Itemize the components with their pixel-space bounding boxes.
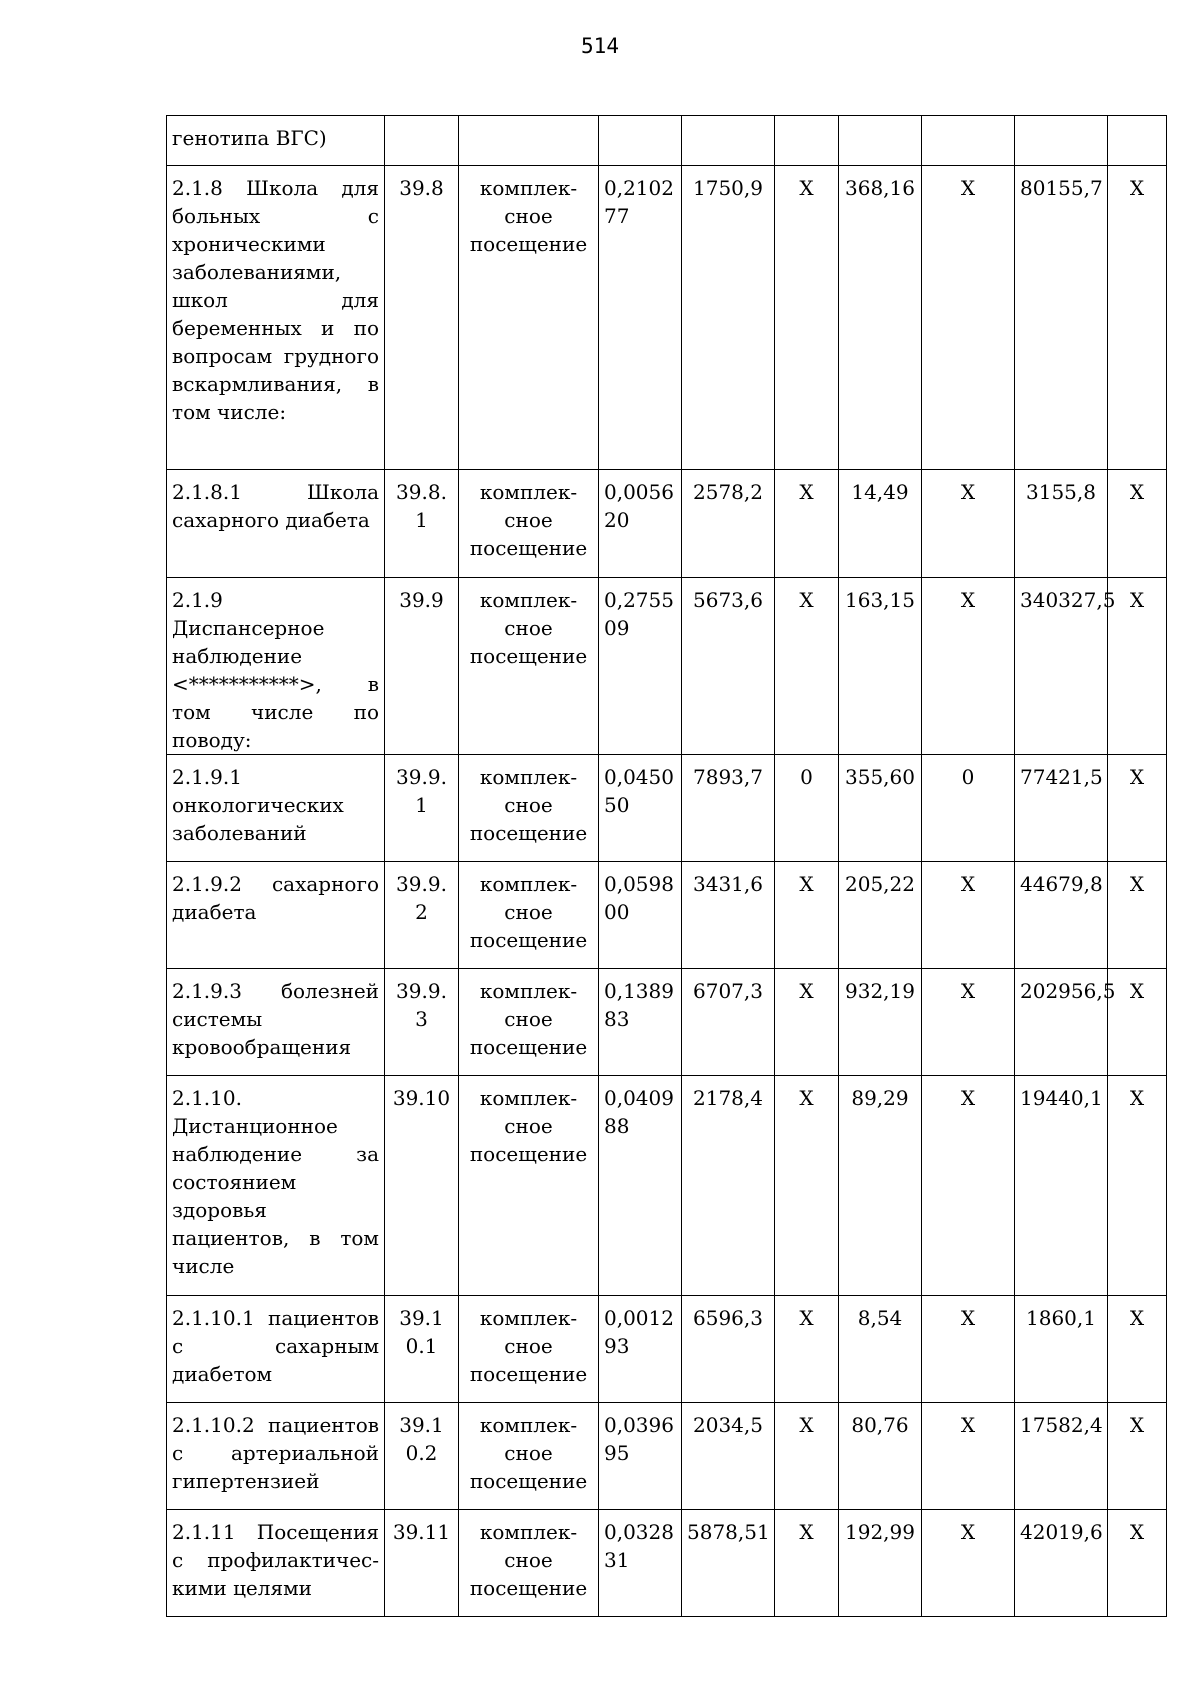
page-number: 514 xyxy=(581,34,619,58)
row-value-1: 0,210277 xyxy=(599,166,682,470)
row-code: 39.9.2 xyxy=(385,862,459,969)
row-value-7: Х xyxy=(1108,755,1167,862)
row-value-2: 2034,5 xyxy=(682,1403,775,1510)
row-value-7: Х xyxy=(1108,1510,1167,1617)
row-value-1: 0,045050 xyxy=(599,755,682,862)
row-value-4: 163,15 xyxy=(839,578,922,755)
row-value-7: Х xyxy=(1108,1296,1167,1403)
data-table xyxy=(166,115,1167,1617)
table-row xyxy=(167,1296,1167,1403)
row-value-1: 0,138983 xyxy=(599,969,682,1076)
row-value-3: Х xyxy=(775,1296,839,1403)
row-value-5: Х xyxy=(922,862,1015,969)
row-value-3: Х xyxy=(775,470,839,578)
row-value-5: Х xyxy=(922,1296,1015,1403)
row-value-6: 340327,5 xyxy=(1015,578,1108,755)
row-value-4: 14,49 xyxy=(839,470,922,578)
row-value-4: 368,16 xyxy=(839,166,922,470)
row-value-5: Х xyxy=(922,470,1015,578)
row-value-6 xyxy=(1015,116,1108,166)
row-value-7: Х xyxy=(1108,1403,1167,1510)
row-value-7: Х xyxy=(1108,1076,1167,1296)
row-unit: комплек-сное посещение xyxy=(459,1510,599,1617)
row-code: 39.9.3 xyxy=(385,969,459,1076)
row-value-6: 19440,1 xyxy=(1015,1076,1108,1296)
row-value-6: 44679,8 xyxy=(1015,862,1108,969)
row-name: 2.1.9.1 онкологических заболеваний xyxy=(167,755,385,862)
row-value-5: Х xyxy=(922,166,1015,470)
row-code: 39.11 xyxy=(385,1510,459,1617)
row-value-4 xyxy=(839,116,922,166)
row-value-7: Х xyxy=(1108,166,1167,470)
row-value-3: 0 xyxy=(775,755,839,862)
row-value-5: Х xyxy=(922,969,1015,1076)
row-value-2: 7893,7 xyxy=(682,755,775,862)
row-value-3: Х xyxy=(775,166,839,470)
row-name: 2.1.10.1 пациентов с сахарным диабетом xyxy=(167,1296,385,1403)
row-value-6: 3155,8 xyxy=(1015,470,1108,578)
row-value-2: 3431,6 xyxy=(682,862,775,969)
row-value-1: 0,039695 xyxy=(599,1403,682,1510)
row-value-2: 6596,3 xyxy=(682,1296,775,1403)
row-name: 2.1.8 Школа для больных с хроническими заболеваниями, школ для беременных и по вопросам грудного вскармливания, в том числе: xyxy=(167,166,385,470)
row-unit: комплек-сное посещение xyxy=(459,578,599,755)
table-row xyxy=(167,969,1167,1076)
row-code: 39.9 xyxy=(385,578,459,755)
row-code: 39.10.2 xyxy=(385,1403,459,1510)
row-value-5: Х xyxy=(922,1510,1015,1617)
row-value-4: 932,19 xyxy=(839,969,922,1076)
row-name: генотипа ВГС) xyxy=(167,116,385,166)
row-value-2: 2578,2 xyxy=(682,470,775,578)
row-unit: комплек-сное посещение xyxy=(459,166,599,470)
table-row xyxy=(167,116,1167,166)
row-value-3: Х xyxy=(775,1403,839,1510)
table-row xyxy=(167,1403,1167,1510)
table-body xyxy=(167,116,1167,1617)
row-value-5: 0 xyxy=(922,755,1015,862)
row-value-2: 5878,51 xyxy=(682,1510,775,1617)
row-unit: комплек-сное посещение xyxy=(459,1403,599,1510)
row-name: 2.1.11 Посещения с профилактичес-кими целями xyxy=(167,1510,385,1617)
row-unit: комплек-сное посещение xyxy=(459,470,599,578)
row-value-6: 80155,7 xyxy=(1015,166,1108,470)
row-value-1: 0,040988 xyxy=(599,1076,682,1296)
row-value-3: Х xyxy=(775,1076,839,1296)
row-value-7: Х xyxy=(1108,470,1167,578)
row-value-4: 89,29 xyxy=(839,1076,922,1296)
row-name: 2.1.9.2 сахарного диабета xyxy=(167,862,385,969)
row-value-2: 1750,9 xyxy=(682,166,775,470)
row-unit: комплек-сное посещение xyxy=(459,1296,599,1403)
row-unit xyxy=(459,116,599,166)
row-name: 2.1.8.1 Школа сахарного диабета xyxy=(167,470,385,578)
row-value-3: Х xyxy=(775,578,839,755)
table-row xyxy=(167,755,1167,862)
row-value-1 xyxy=(599,116,682,166)
row-value-3: Х xyxy=(775,862,839,969)
row-name: 2.1.9 Диспансерное наблюдение <***********>, в том числе по поводу: xyxy=(167,578,385,755)
row-value-3 xyxy=(775,116,839,166)
row-value-4: 80,76 xyxy=(839,1403,922,1510)
row-unit: комплек-сное посещение xyxy=(459,969,599,1076)
row-name: 2.1.10. Дистанционное наблюдение за состоянием здоровья пациентов, в том числе xyxy=(167,1076,385,1296)
row-value-7: Х xyxy=(1108,969,1167,1076)
row-unit: комплек-сное посещение xyxy=(459,862,599,969)
row-code: 39.10 xyxy=(385,1076,459,1296)
row-value-6: 202956,5 xyxy=(1015,969,1108,1076)
row-value-6: 17582,4 xyxy=(1015,1403,1108,1510)
row-value-4: 355,60 xyxy=(839,755,922,862)
row-code: 39.10.1 xyxy=(385,1296,459,1403)
table-row xyxy=(167,470,1167,578)
row-value-1: 0,059800 xyxy=(599,862,682,969)
row-value-4: 205,22 xyxy=(839,862,922,969)
row-name: 2.1.10.2 пациентов с артериальной гипертензией xyxy=(167,1403,385,1510)
row-value-4: 8,54 xyxy=(839,1296,922,1403)
row-code: 39.8.1 xyxy=(385,470,459,578)
table-row xyxy=(167,166,1167,470)
row-value-5: Х xyxy=(922,1403,1015,1510)
table-row xyxy=(167,1510,1167,1617)
row-code: 39.9.1 xyxy=(385,755,459,862)
row-value-2: 2178,4 xyxy=(682,1076,775,1296)
row-value-1: 0,005620 xyxy=(599,470,682,578)
table-row xyxy=(167,1076,1167,1296)
row-value-2: 6707,3 xyxy=(682,969,775,1076)
row-unit: комплек-сное посещение xyxy=(459,1076,599,1296)
row-unit: комплек-сное посещение xyxy=(459,755,599,862)
row-value-6: 42019,6 xyxy=(1015,1510,1108,1617)
row-value-6: 77421,5 xyxy=(1015,755,1108,862)
table-row xyxy=(167,862,1167,969)
row-value-7: Х xyxy=(1108,578,1167,755)
row-value-7 xyxy=(1108,116,1167,166)
row-value-2: 5673,6 xyxy=(682,578,775,755)
row-code: 39.8 xyxy=(385,166,459,470)
row-value-2 xyxy=(682,116,775,166)
row-value-5: Х xyxy=(922,578,1015,755)
row-value-3: Х xyxy=(775,969,839,1076)
row-code xyxy=(385,116,459,166)
row-value-6: 1860,1 xyxy=(1015,1296,1108,1403)
row-name: 2.1.9.3 болезней системы кровообращения xyxy=(167,969,385,1076)
table-row xyxy=(167,578,1167,755)
row-value-5: Х xyxy=(922,1076,1015,1296)
row-value-4: 192,99 xyxy=(839,1510,922,1617)
row-value-1: 0,275509 xyxy=(599,578,682,755)
row-value-1: 0,032831 xyxy=(599,1510,682,1617)
row-value-1: 0,001293 xyxy=(599,1296,682,1403)
row-value-7: Х xyxy=(1108,862,1167,969)
row-value-5 xyxy=(922,116,1015,166)
row-value-3: Х xyxy=(775,1510,839,1617)
